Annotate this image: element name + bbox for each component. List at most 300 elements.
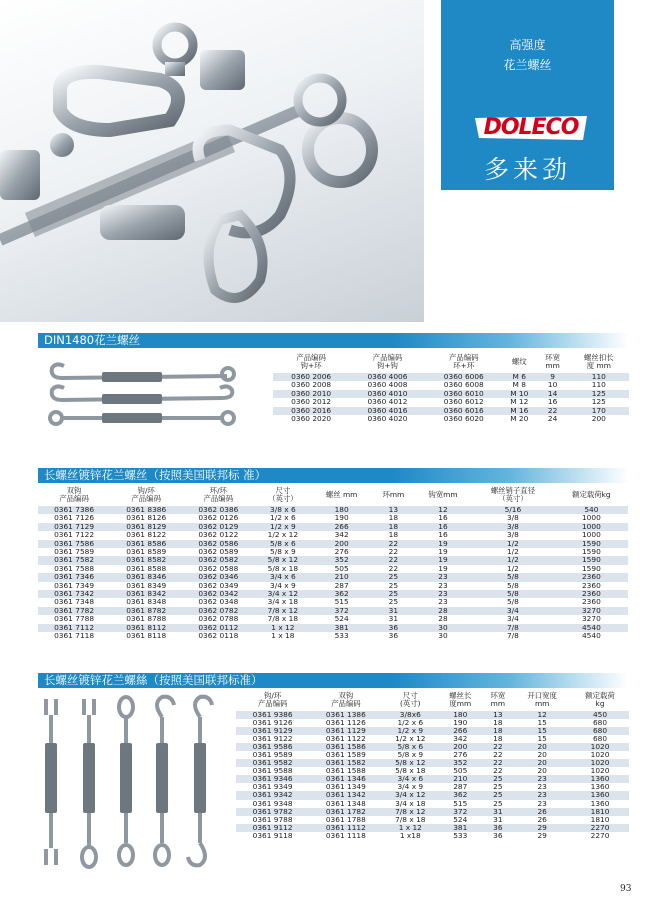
table-cell: 9: [537, 373, 569, 381]
table-cell: 0362 0589: [182, 548, 254, 556]
table-cell: 0360 2006: [273, 373, 349, 381]
table-cell: 18: [372, 523, 415, 531]
table-cell: 29: [513, 832, 571, 840]
table-cell: 7/8 x 18: [254, 615, 311, 623]
table-cell: 0361 9386: [236, 711, 309, 719]
table-cell: 5/8 x 6: [254, 540, 311, 548]
table-row: [236, 800, 629, 808]
table-cell: 13: [482, 711, 513, 719]
table-cell: 16: [415, 531, 471, 539]
table-cell: 5/8 x 18: [382, 767, 438, 775]
table-cell: 0362 0386: [182, 506, 254, 514]
table-cell: 533: [438, 832, 482, 840]
table-cell: 4540: [555, 624, 628, 632]
wire-clip-shape: [200, 50, 245, 90]
table-cell: 3/8: [471, 514, 555, 522]
table-cell: 0361 9582: [236, 759, 309, 767]
table-cell: 0362 0126: [182, 514, 254, 522]
hero-product-photo: [0, 0, 424, 322]
table-cell: 0361 7586: [38, 540, 110, 548]
table-cell: 0361 9342: [236, 791, 309, 799]
table-cell: 0362 0346: [182, 573, 254, 581]
table-cell: 0360 2012: [273, 398, 349, 406]
table-cell: 22: [372, 556, 415, 564]
table-cell: M 20: [502, 415, 537, 423]
table-cell: 16: [415, 523, 471, 531]
table-cell: 0361 1342: [309, 791, 382, 799]
table-cell: 22: [482, 743, 513, 751]
table-cell: 0361 8588: [110, 565, 182, 573]
table-cell: 0360 2020: [273, 415, 349, 423]
table-cell: 1/2: [471, 565, 555, 573]
brand-tagline-1: 高强度: [509, 38, 546, 52]
table-cell: 2270: [571, 832, 629, 840]
table-cell: 18: [482, 727, 513, 735]
table-row: [236, 735, 629, 743]
table-cell: 266: [311, 523, 372, 531]
rigging-hardware-illustration: [0, 0, 424, 322]
table-cell: 0361 1346: [309, 775, 382, 783]
table-cell: 5/8: [471, 582, 555, 590]
table-cell: 1360: [571, 791, 629, 799]
table-cell: 266: [438, 727, 482, 735]
table-cell: 23: [513, 800, 571, 808]
table-cell: 3/4 x 18: [254, 598, 311, 606]
table-cell: 5/8 x 12: [254, 556, 311, 564]
col-header: 双钩 产品编码: [331, 690, 361, 708]
table-cell: 190: [311, 514, 372, 522]
table-cell: 200: [438, 743, 482, 751]
table-cell: 0362 0122: [182, 531, 254, 539]
col-header: 螺纹: [511, 356, 527, 366]
table-row: [236, 767, 629, 775]
table-cell: 10: [537, 381, 569, 389]
eye-nut-shape: [157, 27, 193, 63]
table-cell: 0360 6020: [426, 415, 502, 423]
table-cell: 1/2: [471, 540, 555, 548]
table-cell: 22: [372, 540, 415, 548]
table-cell: 0361 8582: [110, 556, 182, 564]
table-cell: 16: [415, 514, 471, 522]
table-cell: 26: [513, 808, 571, 816]
table-cell: M 16: [502, 407, 537, 415]
col-header: 产品编码 钩+钩: [372, 352, 403, 370]
table-cell: 0361 1348: [309, 800, 382, 808]
table-cell: 450: [571, 711, 629, 719]
table-cell: 29: [513, 824, 571, 832]
col-header: 产品编码 钩+环: [296, 352, 326, 370]
table-cell: 3270: [555, 607, 628, 615]
table-cell: 110: [569, 373, 629, 381]
table-cell: 5/8 x 9: [254, 548, 311, 556]
table-cell: 0362 0112: [182, 624, 254, 632]
table-cell: 352: [438, 759, 482, 767]
table-cell: 2360: [555, 590, 628, 598]
col-header: 开口宽度 mm: [527, 690, 557, 708]
table-cell: 2360: [555, 598, 628, 606]
table-cell: 0361 7582: [38, 556, 110, 564]
din1480-table-body: [273, 373, 629, 424]
table-cell: 0361 7782: [38, 607, 110, 615]
table-cell: 1000: [555, 531, 628, 539]
doleco-logo: [471, 114, 591, 142]
table-cell: 3/4 x 9: [382, 783, 438, 791]
table-cell: 14: [537, 390, 569, 398]
table-cell: 22: [372, 548, 415, 556]
table-cell: 22: [482, 767, 513, 775]
table-cell: 7/8: [471, 624, 555, 632]
table-cell: 515: [311, 598, 372, 606]
table-cell: 3/4 x 6: [254, 573, 311, 581]
table-cell: 3/4 x 6: [382, 775, 438, 783]
section-title-din1480: DIN1480花兰螺丝: [38, 333, 628, 348]
table-cell: 0361 9348: [236, 800, 309, 808]
table-cell: 25: [372, 598, 415, 606]
table-cell: 125: [569, 390, 629, 398]
table-cell: 0362 0782: [182, 607, 254, 615]
table-cell: 36: [372, 624, 415, 632]
table-row: [236, 832, 629, 840]
table-cell: 19: [415, 540, 471, 548]
table-cell: 2270: [571, 824, 629, 832]
table-cell: 20: [513, 759, 571, 767]
table-row: [236, 816, 629, 824]
table-cell: 210: [311, 573, 372, 581]
table-cell: 342: [438, 735, 482, 743]
long-screw-spec-table-2: [236, 689, 629, 840]
table-cell: 4540: [555, 632, 628, 640]
table-cell: 505: [311, 565, 372, 573]
table-cell: 0361 8348: [110, 598, 182, 606]
table-cell: 0361 1118: [309, 832, 382, 840]
table-cell: 19: [415, 548, 471, 556]
table-cell: 0361 9788: [236, 816, 309, 824]
table-cell: 0361 8346: [110, 573, 182, 581]
table-cell: 0362 0118: [182, 632, 254, 640]
table-cell: 0361 1582: [309, 759, 382, 767]
table-cell: 0361 9129: [236, 727, 309, 735]
table-cell: 12: [513, 711, 571, 719]
table-cell: 0361 7126: [38, 514, 110, 522]
long-screw-table-body: [38, 506, 628, 641]
table-cell: 0360 6012: [426, 398, 502, 406]
table-cell: 0361 9126: [236, 719, 309, 727]
table-cell: 25: [372, 582, 415, 590]
table-cell: 12: [415, 506, 471, 514]
table-cell: 200: [569, 415, 629, 423]
table-cell: 287: [438, 783, 482, 791]
table-cell: 0360 2010: [273, 390, 349, 398]
table-cell: 2360: [555, 573, 628, 581]
table-cell: 7/8 x 12: [254, 607, 311, 615]
brand-tagline-2: 花兰螺丝: [503, 58, 552, 72]
table-cell: 0361 7348: [38, 598, 110, 606]
table-cell: 680: [571, 727, 629, 735]
table-cell: 287: [311, 582, 372, 590]
table-cell: 0361 8129: [110, 523, 182, 531]
table-cell: 2360: [555, 582, 628, 590]
table-cell: 20: [513, 743, 571, 751]
table-cell: 0361 7118: [38, 632, 110, 640]
table-cell: 1000: [555, 514, 628, 522]
table-cell: 0361 7349: [38, 582, 110, 590]
table-cell: 23: [415, 582, 471, 590]
col-header: 环宽 mm: [545, 352, 560, 370]
table-cell: 15: [513, 727, 571, 735]
table-cell: 5/8: [471, 573, 555, 581]
table-row: [236, 727, 629, 735]
table-cell: 5/8: [471, 590, 555, 598]
table-cell: 1 x 12: [382, 824, 438, 832]
table-row: [236, 791, 629, 799]
table-cell: 0361 8586: [110, 540, 182, 548]
table-cell: 22: [482, 751, 513, 759]
table-cell: 1360: [571, 775, 629, 783]
table-cell: 0361 1589: [309, 751, 382, 759]
dee-shackle-shape: [60, 72, 178, 130]
table-cell: 540: [555, 506, 628, 514]
table-cell: 0361 8589: [110, 548, 182, 556]
table-cell: 0360 4006: [349, 373, 425, 381]
table-cell: 0361 1349: [309, 783, 382, 791]
table-row: [236, 759, 629, 767]
table-cell: 1/2: [471, 556, 555, 564]
long-screw-spec-table: [38, 484, 628, 641]
table-cell: 19: [415, 565, 471, 573]
din1480-turnbuckles-image: [42, 356, 242, 426]
table-cell: 0361 1112: [309, 824, 382, 832]
table-cell: M 8: [502, 381, 537, 389]
table-cell: 0361 9782: [236, 808, 309, 816]
col-header: 环/环 产品编码: [203, 485, 234, 503]
table-cell: 276: [438, 751, 482, 759]
table-row: [236, 711, 629, 719]
table-cell: 0361 7129: [38, 523, 110, 531]
table-cell: 1590: [555, 565, 628, 573]
col-header: 螺丝长 度mm: [449, 690, 472, 708]
table-cell: 0361 7588: [38, 565, 110, 573]
table-cell: 28: [415, 607, 471, 615]
table-cell: 533: [311, 632, 372, 640]
col-header: 螺丝 mm: [325, 489, 358, 499]
table-cell: 0361 8349: [110, 582, 182, 590]
table-cell: 25: [482, 791, 513, 799]
table-cell: 23: [415, 590, 471, 598]
table-cell: 30: [415, 632, 471, 640]
table-cell: 0361 1586: [309, 743, 382, 751]
col-header: 钩/环 产品编码: [257, 690, 288, 708]
table-cell: 362: [311, 590, 372, 598]
table-cell: 0360 4008: [349, 381, 425, 389]
section-title-long-screw-federal-2: 长螺丝镀锌花兰螺絲（按照美国联邦标准）: [38, 673, 628, 688]
table-cell: 0362 0129: [182, 523, 254, 531]
col-header: 尺寸 （英寸）: [268, 485, 298, 503]
table-cell: 1590: [555, 556, 628, 564]
table-cell: 381: [438, 824, 482, 832]
table-cell: 0360 4016: [349, 407, 425, 415]
table-cell: 0361 9346: [236, 775, 309, 783]
table-cell: 1 x 12: [254, 624, 311, 632]
table-cell: 0360 4012: [349, 398, 425, 406]
table-cell: 0360 6008: [426, 381, 502, 389]
table-cell: 180: [438, 711, 482, 719]
table-cell: 524: [311, 615, 372, 623]
table-cell: 1/2 x 6: [382, 719, 438, 727]
table-cell: 1000: [555, 523, 628, 531]
table-cell: 19: [415, 556, 471, 564]
table-cell: 0361 8112: [110, 624, 182, 632]
table-cell: 22: [482, 759, 513, 767]
table-cell: 25: [372, 590, 415, 598]
table-cell: 200: [311, 540, 372, 548]
table-cell: 36: [372, 632, 415, 640]
table-cell: 1590: [555, 548, 628, 556]
table-cell: 3270: [555, 615, 628, 623]
table-cell: 0361 9349: [236, 783, 309, 791]
table-cell: 372: [438, 808, 482, 816]
table-cell: 0361 7342: [38, 590, 110, 598]
table-cell: 5/8 x 6: [382, 743, 438, 751]
col-header: 产品编码 环+环: [448, 352, 479, 370]
table-cell: 3/8 x 6: [254, 506, 311, 514]
table-cell: 16: [537, 398, 569, 406]
table-cell: 0362 0586: [182, 540, 254, 548]
table-cell: 23: [415, 598, 471, 606]
table-row: [236, 783, 629, 791]
table-cell: 0361 7788: [38, 615, 110, 623]
table-row: [38, 632, 628, 640]
table-cell: M 10: [502, 390, 537, 398]
table-cell: 0361 9589: [236, 751, 309, 759]
table-cell: 0361 9112: [236, 824, 309, 832]
table-cell: 0361 8788: [110, 615, 182, 623]
table-cell: 1 x 18: [254, 632, 311, 640]
table-cell: 0361 9588: [236, 767, 309, 775]
col-header: 额定载荷 kg: [585, 690, 615, 708]
table-cell: 0361 1129: [309, 727, 382, 735]
table-cell: 524: [438, 816, 482, 824]
table-cell: 5/8: [471, 598, 555, 606]
table-cell: 0360 6010: [426, 390, 502, 398]
table-row: [236, 775, 629, 783]
din1480-spec-table: [273, 351, 629, 424]
table-cell: 1/2 x 12: [382, 735, 438, 743]
table-cell: 5/8 x 9: [382, 751, 438, 759]
table-cell: M 6: [502, 373, 537, 381]
table-cell: 505: [438, 767, 482, 775]
table-cell: 0361 1126: [309, 719, 382, 727]
table-cell: 0361 7346: [38, 573, 110, 581]
col-header: 环mm: [382, 489, 405, 499]
brand-panel: [441, 0, 614, 190]
table-cell: 3/4: [471, 615, 555, 623]
table-cell: 28: [415, 615, 471, 623]
table-cell: 0361 8342: [110, 590, 182, 598]
table-cell: 18: [372, 531, 415, 539]
table-cell: 180: [311, 506, 372, 514]
table-cell: 25: [482, 783, 513, 791]
table-cell: 7/8: [471, 632, 555, 640]
table-cell: 5/8 x 18: [254, 565, 311, 573]
table-cell: 20: [513, 751, 571, 759]
long-screw-table-2-body: [236, 711, 629, 840]
table-cell: 0362 0582: [182, 556, 254, 564]
table-cell: 0360 6016: [426, 407, 502, 415]
table-cell: 1020: [571, 743, 629, 751]
table-cell: 1590: [555, 540, 628, 548]
table-cell: 0361 7589: [38, 548, 110, 556]
table-cell: 170: [569, 407, 629, 415]
table-row: [236, 824, 629, 832]
table-cell: 0362 0349: [182, 582, 254, 590]
table-cell: 0361 8122: [110, 531, 182, 539]
table-cell: 18: [482, 735, 513, 743]
table-cell: 5/8 x 12: [382, 759, 438, 767]
table-cell: 25: [372, 573, 415, 581]
table-cell: 0361 8386: [110, 506, 182, 514]
table-cell: 30: [415, 624, 471, 632]
table-cell: 1020: [571, 751, 629, 759]
col-header: 螺丝扣长 度 mm: [584, 352, 614, 370]
table-cell: 15: [513, 719, 571, 727]
table-cell: 515: [438, 800, 482, 808]
table-cell: 1810: [571, 816, 629, 824]
table-cell: 5/16: [471, 506, 555, 514]
table-cell: 0362 0588: [182, 565, 254, 573]
table-cell: 22: [537, 407, 569, 415]
table-cell: 680: [571, 719, 629, 727]
table-cell: 3/4 x 12: [382, 791, 438, 799]
table-cell: 1/2 x 9: [254, 523, 311, 531]
col-header: 钩宽mm: [428, 489, 458, 499]
col-header: 额定载荷kg: [572, 489, 611, 499]
table-cell: 1020: [571, 767, 629, 775]
table-cell: 22: [372, 565, 415, 573]
table-cell: 352: [311, 556, 372, 564]
table-cell: 0361 7122: [38, 531, 110, 539]
table-cell: 0362 0348: [182, 598, 254, 606]
table-cell: 0361 1122: [309, 735, 382, 743]
table-cell: 125: [569, 398, 629, 406]
table-cell: 3/4 x 9: [254, 582, 311, 590]
table-cell: 0360 4010: [349, 390, 425, 398]
table-cell: 36: [482, 824, 513, 832]
table-row: [236, 751, 629, 759]
table-cell: 0362 0788: [182, 615, 254, 623]
table-cell: 190: [438, 719, 482, 727]
table-cell: 13: [372, 506, 415, 514]
table-cell: 0361 7112: [38, 624, 110, 632]
table-cell: 210: [438, 775, 482, 783]
table-cell: 26: [513, 816, 571, 824]
table-cell: 1/2 x 9: [382, 727, 438, 735]
col-header: 螺丝销子直径 （英寸）: [490, 485, 536, 503]
table-cell: 0361 1782: [309, 808, 382, 816]
col-header: 钩/环 产品编码: [131, 485, 161, 503]
table-cell: 15: [513, 735, 571, 743]
table-cell: 110: [569, 381, 629, 389]
table-cell: 1020: [571, 759, 629, 767]
table-row: [236, 719, 629, 727]
table-cell: 0361 8782: [110, 607, 182, 615]
table-row: [273, 415, 629, 423]
table-cell: 7/8 x 12: [382, 808, 438, 816]
table-cell: 20: [513, 767, 571, 775]
table-cell: 1 x18: [382, 832, 438, 840]
table-cell: 0361 9586: [236, 743, 309, 751]
table-cell: 1/2: [471, 548, 555, 556]
table-cell: 23: [415, 573, 471, 581]
